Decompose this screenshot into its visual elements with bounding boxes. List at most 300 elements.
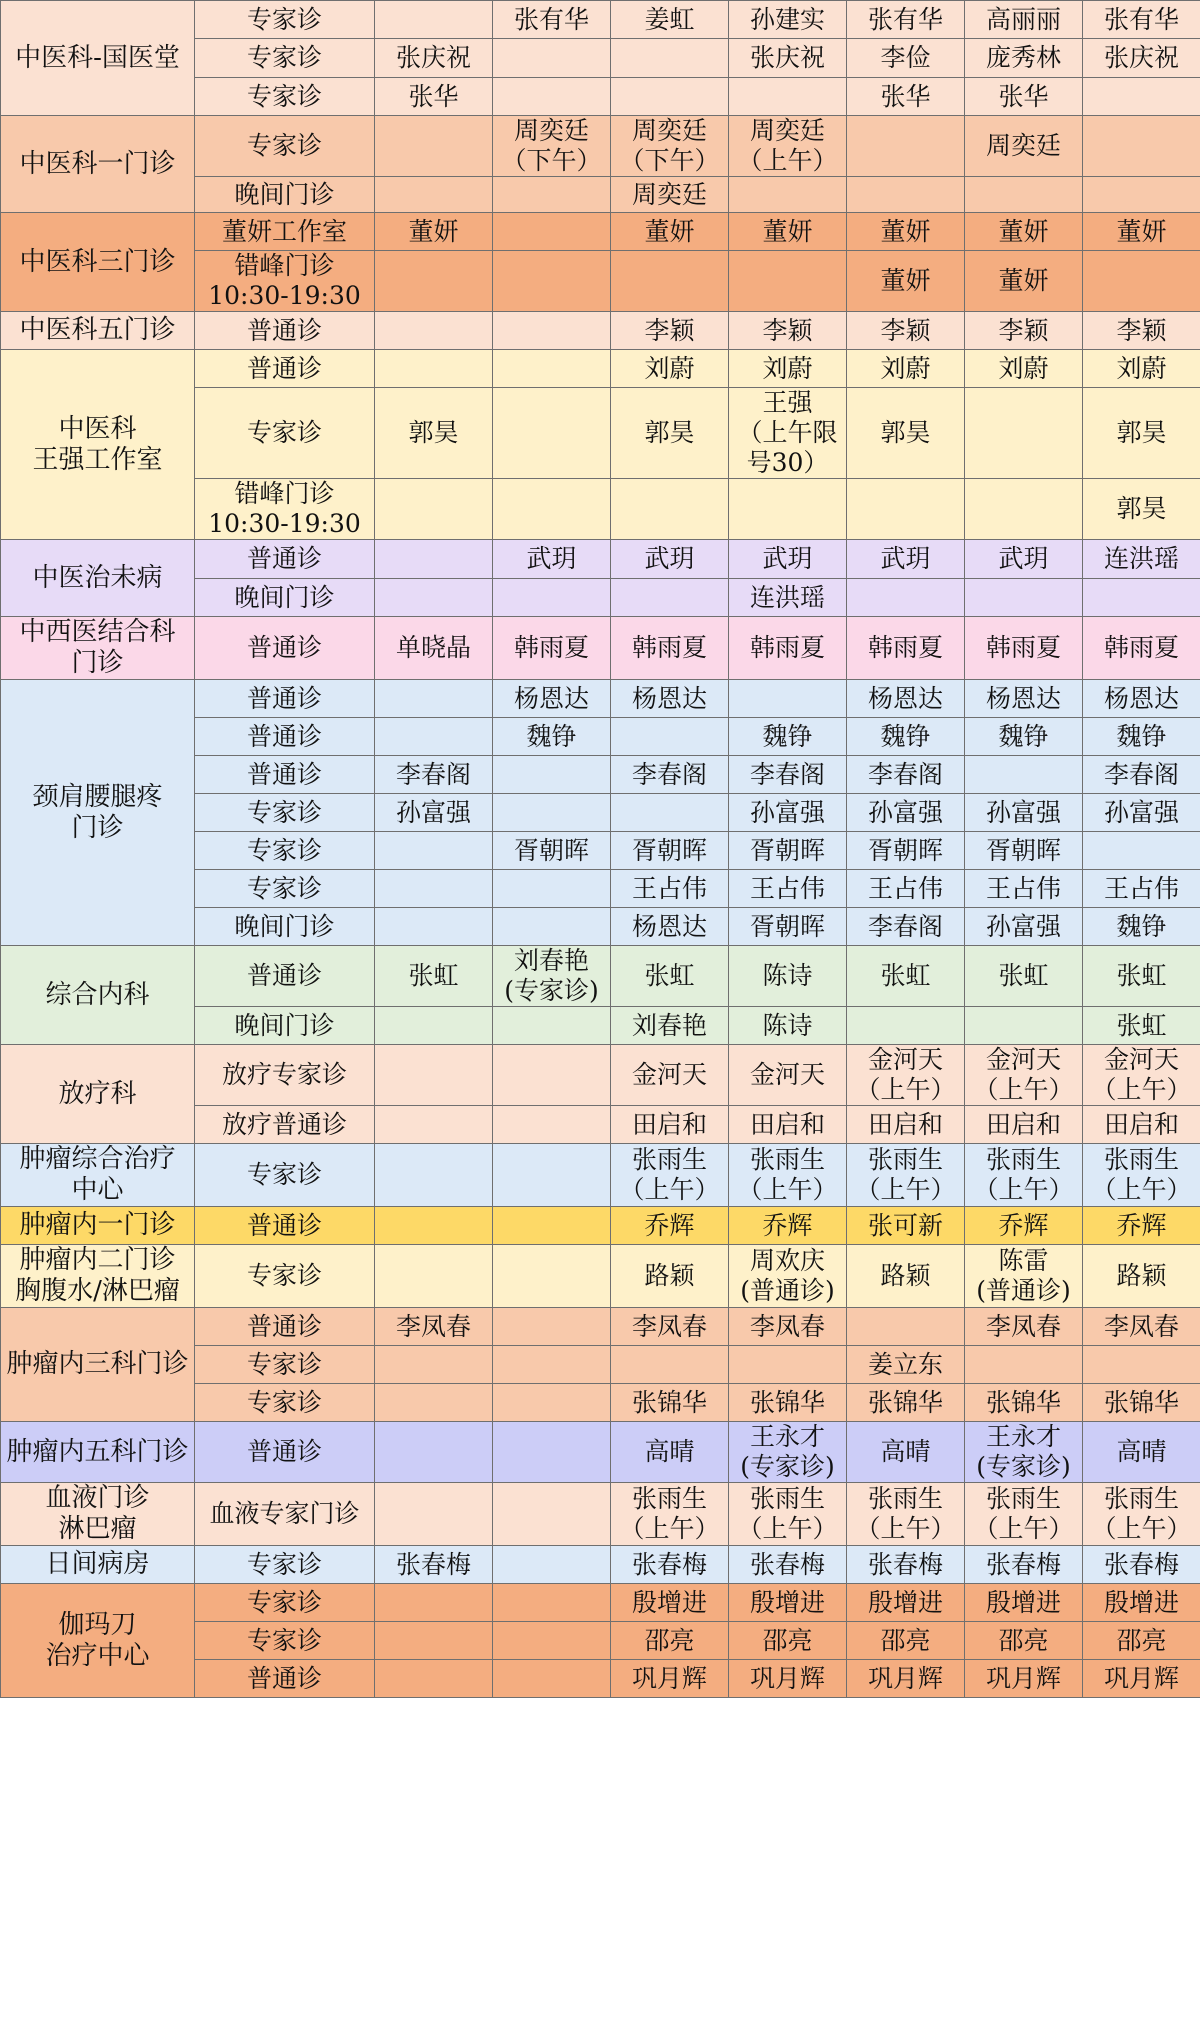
schedule-row bbox=[1, 1045, 1200, 1106]
department-name: 中医科三门诊 bbox=[1, 213, 195, 312]
doctor-cell: 张雨生 （上午） bbox=[1083, 1144, 1200, 1207]
doctor-cell: 韩雨夏 bbox=[611, 617, 729, 680]
doctor-cell: 郭昊 bbox=[847, 388, 965, 479]
doctor-cell: 张雨生 （上午） bbox=[965, 1144, 1083, 1207]
doctor-cell bbox=[375, 540, 493, 579]
schedule-row bbox=[1, 680, 1200, 718]
doctor-cell: 孙富强 bbox=[965, 908, 1083, 946]
clinic-type: 晚间门诊 bbox=[195, 177, 375, 213]
doctor-cell: 张锦华 bbox=[611, 1384, 729, 1422]
doctor-cell: 周奕廷 bbox=[611, 177, 729, 213]
doctor-cell: 王占伟 bbox=[729, 870, 847, 908]
schedule-row bbox=[1, 1483, 1200, 1546]
doctor-cell: 杨恩达 bbox=[611, 908, 729, 946]
clinic-type: 专家诊 bbox=[195, 1622, 375, 1660]
doctor-cell: 高丽丽 bbox=[965, 1, 1083, 39]
doctor-cell: 金河天 bbox=[611, 1045, 729, 1106]
doctor-cell: 单晓晶 bbox=[375, 617, 493, 680]
doctor-cell bbox=[493, 1384, 611, 1422]
doctor-cell: 杨恩达 bbox=[847, 680, 965, 718]
doctor-cell: 乔辉 bbox=[611, 1207, 729, 1245]
doctor-cell bbox=[493, 1483, 611, 1546]
doctor-cell bbox=[729, 177, 847, 213]
clinic-type: 专家诊 bbox=[195, 1144, 375, 1207]
doctor-cell bbox=[493, 1622, 611, 1660]
doctor-cell: 魏铮 bbox=[965, 718, 1083, 756]
doctor-cell bbox=[493, 479, 611, 540]
doctor-cell: 魏铮 bbox=[1083, 908, 1200, 946]
doctor-cell: 张虹 bbox=[1083, 946, 1200, 1007]
doctor-cell: 胥朝晖 bbox=[729, 832, 847, 870]
doctor-cell: 殷增进 bbox=[965, 1584, 1083, 1622]
doctor-cell: 刘春艳 bbox=[611, 1007, 729, 1045]
doctor-cell: 王占伟 bbox=[611, 870, 729, 908]
doctor-cell: 连洪瑶 bbox=[1083, 540, 1200, 579]
clinic-type: 普通诊 bbox=[195, 718, 375, 756]
doctor-cell: 董妍 bbox=[965, 251, 1083, 312]
doctor-cell: 刘蔚 bbox=[729, 350, 847, 388]
department-name: 中医科一门诊 bbox=[1, 116, 195, 213]
doctor-cell: 陈雷 (普通诊) bbox=[965, 1245, 1083, 1308]
doctor-cell bbox=[375, 718, 493, 756]
doctor-cell: 巩月辉 bbox=[847, 1660, 965, 1698]
doctor-cell: 张雨生 （上午） bbox=[847, 1483, 965, 1546]
doctor-cell: 路颖 bbox=[1083, 1245, 1200, 1308]
doctor-cell: 王占伟 bbox=[965, 870, 1083, 908]
doctor-cell: 巩月辉 bbox=[729, 1660, 847, 1698]
doctor-cell bbox=[375, 116, 493, 177]
doctor-cell: 张庆祝 bbox=[1083, 39, 1200, 78]
clinic-type: 专家诊 bbox=[195, 1546, 375, 1584]
doctor-cell: 武玥 bbox=[847, 540, 965, 579]
doctor-cell bbox=[847, 479, 965, 540]
doctor-cell: 姜立东 bbox=[847, 1346, 965, 1384]
doctor-cell: 李春阁 bbox=[847, 756, 965, 794]
doctor-cell: 周奕廷 （上午） bbox=[729, 116, 847, 177]
doctor-cell: 张春梅 bbox=[965, 1546, 1083, 1584]
doctor-cell: 田启和 bbox=[965, 1106, 1083, 1144]
doctor-cell: 李凤春 bbox=[611, 1308, 729, 1346]
doctor-cell: 田启和 bbox=[847, 1106, 965, 1144]
doctor-cell: 邵亮 bbox=[729, 1622, 847, 1660]
doctor-cell: 武玥 bbox=[965, 540, 1083, 579]
doctor-cell: 张春梅 bbox=[1083, 1546, 1200, 1584]
doctor-cell: 殷增进 bbox=[1083, 1584, 1200, 1622]
doctor-cell: 刘蔚 bbox=[611, 350, 729, 388]
doctor-cell bbox=[1083, 78, 1200, 116]
doctor-cell bbox=[965, 756, 1083, 794]
doctor-cell: 王永才 (专家诊) bbox=[965, 1422, 1083, 1483]
clinic-type: 普通诊 bbox=[195, 1660, 375, 1698]
doctor-cell bbox=[375, 177, 493, 213]
doctor-cell bbox=[493, 312, 611, 350]
doctor-cell bbox=[375, 1144, 493, 1207]
doctor-cell bbox=[965, 1007, 1083, 1045]
doctor-cell bbox=[493, 870, 611, 908]
doctor-cell: 张华 bbox=[847, 78, 965, 116]
doctor-cell: 杨恩达 bbox=[611, 680, 729, 718]
doctor-cell bbox=[375, 1584, 493, 1622]
doctor-cell: 乔辉 bbox=[729, 1207, 847, 1245]
doctor-cell bbox=[375, 1660, 493, 1698]
doctor-cell: 胥朝晖 bbox=[611, 832, 729, 870]
clinic-type: 专家诊 bbox=[195, 1, 375, 39]
doctor-cell: 陈诗 bbox=[729, 946, 847, 1007]
doctor-cell: 金河天 bbox=[729, 1045, 847, 1106]
clinic-type: 错峰门诊 10:30-19:30 bbox=[195, 251, 375, 312]
doctor-cell: 邵亮 bbox=[1083, 1622, 1200, 1660]
doctor-cell bbox=[375, 1207, 493, 1245]
doctor-cell: 张华 bbox=[965, 78, 1083, 116]
doctor-cell: 李春阁 bbox=[611, 756, 729, 794]
schedule-row bbox=[1, 1245, 1200, 1308]
department-name: 中医科 王强工作室 bbox=[1, 350, 195, 540]
doctor-cell: 刘蔚 bbox=[847, 350, 965, 388]
doctor-cell: 胥朝晖 bbox=[729, 908, 847, 946]
clinic-type: 普通诊 bbox=[195, 680, 375, 718]
doctor-cell: 巩月辉 bbox=[611, 1660, 729, 1698]
department-name: 肿瘤内二门诊 胸腹水/淋巴瘤 bbox=[1, 1245, 195, 1308]
schedule-row bbox=[1, 213, 1200, 251]
doctor-cell: 刘蔚 bbox=[965, 350, 1083, 388]
doctor-cell: 王强 （上午限 号30） bbox=[729, 388, 847, 479]
doctor-cell: 董妍 bbox=[729, 213, 847, 251]
doctor-cell bbox=[1083, 177, 1200, 213]
doctor-cell bbox=[611, 39, 729, 78]
doctor-cell bbox=[965, 579, 1083, 617]
schedule-row bbox=[1, 116, 1200, 177]
doctor-cell bbox=[493, 78, 611, 116]
doctor-cell bbox=[1083, 251, 1200, 312]
doctor-cell: 李俭 bbox=[847, 39, 965, 78]
doctor-cell: 张华 bbox=[375, 78, 493, 116]
doctor-cell bbox=[375, 350, 493, 388]
clinic-type: 专家诊 bbox=[195, 870, 375, 908]
clinic-type: 晚间门诊 bbox=[195, 579, 375, 617]
doctor-cell: 乔辉 bbox=[1083, 1207, 1200, 1245]
doctor-cell: 田启和 bbox=[729, 1106, 847, 1144]
doctor-cell: 田启和 bbox=[1083, 1106, 1200, 1144]
doctor-cell: 殷增进 bbox=[611, 1584, 729, 1622]
doctor-cell: 武玥 bbox=[611, 540, 729, 579]
doctor-cell bbox=[493, 1346, 611, 1384]
doctor-cell: 路颖 bbox=[611, 1245, 729, 1308]
schedule-row bbox=[1, 1, 1200, 39]
doctor-cell: 张虹 bbox=[847, 946, 965, 1007]
clinic-type: 普通诊 bbox=[195, 540, 375, 579]
doctor-cell bbox=[847, 1308, 965, 1346]
doctor-cell: 金河天 （上午） bbox=[1083, 1045, 1200, 1106]
clinic-type: 专家诊 bbox=[195, 78, 375, 116]
doctor-cell: 张有华 bbox=[847, 1, 965, 39]
doctor-cell bbox=[729, 1346, 847, 1384]
doctor-cell bbox=[493, 1546, 611, 1584]
doctor-cell bbox=[611, 579, 729, 617]
doctor-cell bbox=[375, 1622, 493, 1660]
doctor-cell: 周欢庆 (普通诊) bbox=[729, 1245, 847, 1308]
doctor-cell bbox=[493, 350, 611, 388]
doctor-cell: 魏铮 bbox=[1083, 718, 1200, 756]
doctor-cell: 郭昊 bbox=[611, 388, 729, 479]
doctor-cell: 张有华 bbox=[493, 1, 611, 39]
doctor-cell bbox=[611, 78, 729, 116]
doctor-cell: 魏铮 bbox=[729, 718, 847, 756]
clinic-type: 放疗专家诊 bbox=[195, 1045, 375, 1106]
doctor-cell bbox=[493, 39, 611, 78]
doctor-cell: 高晴 bbox=[847, 1422, 965, 1483]
doctor-cell bbox=[611, 479, 729, 540]
doctor-cell: 邵亮 bbox=[611, 1622, 729, 1660]
schedule-row bbox=[1, 1207, 1200, 1245]
doctor-cell bbox=[611, 251, 729, 312]
doctor-cell: 李凤春 bbox=[375, 1308, 493, 1346]
doctor-cell bbox=[493, 579, 611, 617]
doctor-cell: 孙富强 bbox=[1083, 794, 1200, 832]
doctor-cell: 庞秀林 bbox=[965, 39, 1083, 78]
doctor-cell bbox=[847, 579, 965, 617]
doctor-cell bbox=[493, 1007, 611, 1045]
doctor-cell: 董妍 bbox=[1083, 213, 1200, 251]
doctor-cell bbox=[375, 312, 493, 350]
doctor-cell bbox=[375, 908, 493, 946]
doctor-cell bbox=[965, 177, 1083, 213]
doctor-cell bbox=[375, 479, 493, 540]
doctor-cell bbox=[493, 1245, 611, 1308]
doctor-cell: 韩雨夏 bbox=[729, 617, 847, 680]
doctor-cell: 李春阁 bbox=[1083, 756, 1200, 794]
doctor-cell bbox=[375, 870, 493, 908]
doctor-cell: 胥朝晖 bbox=[965, 832, 1083, 870]
schedule-row bbox=[1, 617, 1200, 680]
clinic-type: 晚间门诊 bbox=[195, 908, 375, 946]
doctor-cell: 李凤春 bbox=[729, 1308, 847, 1346]
doctor-cell bbox=[847, 116, 965, 177]
doctor-cell bbox=[847, 1007, 965, 1045]
doctor-cell: 郭昊 bbox=[1083, 388, 1200, 479]
schedule-row bbox=[1, 1308, 1200, 1346]
doctor-cell: 李颖 bbox=[611, 312, 729, 350]
doctor-cell bbox=[493, 1045, 611, 1106]
doctor-cell bbox=[493, 1106, 611, 1144]
doctor-cell bbox=[729, 251, 847, 312]
doctor-cell: 张虹 bbox=[965, 946, 1083, 1007]
doctor-cell: 张虹 bbox=[1083, 1007, 1200, 1045]
doctor-cell: 孙富强 bbox=[375, 794, 493, 832]
doctor-cell: 高晴 bbox=[611, 1422, 729, 1483]
doctor-cell: 孙富强 bbox=[965, 794, 1083, 832]
clinic-type: 普通诊 bbox=[195, 1308, 375, 1346]
doctor-cell: 张锦华 bbox=[965, 1384, 1083, 1422]
doctor-cell: 张锦华 bbox=[1083, 1384, 1200, 1422]
doctor-cell: 杨恩达 bbox=[493, 680, 611, 718]
clinic-type: 专家诊 bbox=[195, 1584, 375, 1622]
doctor-cell: 张虹 bbox=[375, 946, 493, 1007]
clinic-type: 普通诊 bbox=[195, 946, 375, 1007]
doctor-cell: 张雨生 （上午） bbox=[965, 1483, 1083, 1546]
doctor-cell: 张春梅 bbox=[729, 1546, 847, 1584]
doctor-cell: 张锦华 bbox=[847, 1384, 965, 1422]
doctor-cell: 张庆祝 bbox=[375, 39, 493, 78]
department-name: 伽玛刀 治疗中心 bbox=[1, 1584, 195, 1698]
doctor-cell: 路颖 bbox=[847, 1245, 965, 1308]
schedule-row bbox=[1, 946, 1200, 1007]
doctor-cell: 张虹 bbox=[611, 946, 729, 1007]
clinic-type: 普通诊 bbox=[195, 350, 375, 388]
doctor-cell bbox=[375, 1007, 493, 1045]
doctor-cell: 周奕廷 （下午） bbox=[493, 116, 611, 177]
doctor-cell: 张雨生 （上午） bbox=[729, 1144, 847, 1207]
doctor-cell bbox=[729, 479, 847, 540]
schedule-row bbox=[1, 1144, 1200, 1207]
department-name: 综合内科 bbox=[1, 946, 195, 1045]
doctor-cell: 李颖 bbox=[729, 312, 847, 350]
doctor-cell bbox=[375, 579, 493, 617]
doctor-cell: 殷增进 bbox=[847, 1584, 965, 1622]
doctor-cell bbox=[965, 479, 1083, 540]
doctor-cell bbox=[1083, 579, 1200, 617]
doctor-cell bbox=[493, 1144, 611, 1207]
department-name: 颈肩腰腿疼 门诊 bbox=[1, 680, 195, 946]
clinic-type: 专家诊 bbox=[195, 1245, 375, 1308]
schedule-row bbox=[1, 540, 1200, 579]
clinic-type: 专家诊 bbox=[195, 1346, 375, 1384]
department-name: 中西医结合科 门诊 bbox=[1, 617, 195, 680]
doctor-cell: 殷增进 bbox=[729, 1584, 847, 1622]
doctor-cell bbox=[375, 1422, 493, 1483]
doctor-cell: 董妍 bbox=[375, 213, 493, 251]
doctor-cell bbox=[965, 1346, 1083, 1384]
department-name: 肿瘤内五科门诊 bbox=[1, 1422, 195, 1483]
clinic-type: 专家诊 bbox=[195, 1384, 375, 1422]
department-name: 肿瘤综合治疗 中心 bbox=[1, 1144, 195, 1207]
doctor-cell bbox=[493, 1660, 611, 1698]
doctor-cell: 王占伟 bbox=[1083, 870, 1200, 908]
doctor-cell: 孙富强 bbox=[729, 794, 847, 832]
doctor-cell: 周奕廷 （下午） bbox=[611, 116, 729, 177]
doctor-cell: 乔辉 bbox=[965, 1207, 1083, 1245]
clinic-type: 普通诊 bbox=[195, 617, 375, 680]
doctor-cell bbox=[729, 78, 847, 116]
doctor-cell: 田启和 bbox=[611, 1106, 729, 1144]
doctor-cell: 张可新 bbox=[847, 1207, 965, 1245]
doctor-cell: 魏铮 bbox=[493, 718, 611, 756]
schedule-row bbox=[1, 350, 1200, 388]
doctor-cell: 邵亮 bbox=[847, 1622, 965, 1660]
clinic-type: 晚间门诊 bbox=[195, 1007, 375, 1045]
doctor-cell: 李春阁 bbox=[375, 756, 493, 794]
department-name: 肿瘤内三科门诊 bbox=[1, 1308, 195, 1422]
doctor-cell bbox=[847, 177, 965, 213]
doctor-cell bbox=[493, 794, 611, 832]
clinic-type: 普通诊 bbox=[195, 312, 375, 350]
doctor-cell bbox=[375, 1045, 493, 1106]
doctor-cell: 巩月辉 bbox=[1083, 1660, 1200, 1698]
doctor-cell: 韩雨夏 bbox=[965, 617, 1083, 680]
doctor-cell: 张有华 bbox=[1083, 1, 1200, 39]
doctor-cell: 韩雨夏 bbox=[1083, 617, 1200, 680]
doctor-cell: 郭昊 bbox=[1083, 479, 1200, 540]
clinic-type: 普通诊 bbox=[195, 756, 375, 794]
doctor-cell: 武玥 bbox=[493, 540, 611, 579]
doctor-cell: 李春阁 bbox=[729, 756, 847, 794]
doctor-cell bbox=[1083, 116, 1200, 177]
doctor-cell: 魏铮 bbox=[847, 718, 965, 756]
doctor-cell: 李凤春 bbox=[1083, 1308, 1200, 1346]
doctor-cell: 韩雨夏 bbox=[493, 617, 611, 680]
department-name: 中医治未病 bbox=[1, 540, 195, 617]
doctor-cell bbox=[493, 908, 611, 946]
doctor-cell: 王永才 (专家诊) bbox=[729, 1422, 847, 1483]
doctor-cell: 连洪瑶 bbox=[729, 579, 847, 617]
doctor-cell bbox=[493, 251, 611, 312]
doctor-cell bbox=[1083, 832, 1200, 870]
doctor-cell bbox=[965, 388, 1083, 479]
doctor-cell bbox=[375, 1483, 493, 1546]
doctor-cell bbox=[611, 1346, 729, 1384]
doctor-cell: 杨恩达 bbox=[1083, 680, 1200, 718]
doctor-cell bbox=[375, 1245, 493, 1308]
doctor-cell: 郭昊 bbox=[375, 388, 493, 479]
doctor-cell: 刘蔚 bbox=[1083, 350, 1200, 388]
clinic-type: 放疗普通诊 bbox=[195, 1106, 375, 1144]
clinic-type: 董妍工作室 bbox=[195, 213, 375, 251]
doctor-cell: 王占伟 bbox=[847, 870, 965, 908]
doctor-cell: 董妍 bbox=[965, 213, 1083, 251]
doctor-cell: 孙富强 bbox=[847, 794, 965, 832]
clinic-type: 专家诊 bbox=[195, 39, 375, 78]
schedule-row bbox=[1, 1546, 1200, 1584]
doctor-cell bbox=[375, 680, 493, 718]
doctor-cell: 张春梅 bbox=[847, 1546, 965, 1584]
doctor-cell bbox=[493, 1308, 611, 1346]
clinic-type: 专家诊 bbox=[195, 388, 375, 479]
clinic-type: 专家诊 bbox=[195, 116, 375, 177]
doctor-cell: 胥朝晖 bbox=[493, 832, 611, 870]
doctor-cell: 杨恩达 bbox=[965, 680, 1083, 718]
doctor-cell bbox=[1083, 1346, 1200, 1384]
doctor-cell bbox=[375, 832, 493, 870]
department-name: 放疗科 bbox=[1, 1045, 195, 1144]
doctor-cell: 韩雨夏 bbox=[847, 617, 965, 680]
doctor-cell bbox=[375, 251, 493, 312]
doctor-cell: 金河天 （上午） bbox=[965, 1045, 1083, 1106]
clinic-type: 普通诊 bbox=[195, 1422, 375, 1483]
doctor-cell: 张春梅 bbox=[375, 1546, 493, 1584]
schedule-body bbox=[1, 1, 1200, 1698]
schedule-row bbox=[1, 1422, 1200, 1483]
doctor-cell: 刘春艳 (专家诊) bbox=[493, 946, 611, 1007]
doctor-cell: 张雨生 （上午） bbox=[611, 1483, 729, 1546]
doctor-cell: 张雨生 （上午） bbox=[847, 1144, 965, 1207]
doctor-cell: 李颖 bbox=[965, 312, 1083, 350]
doctor-cell: 张雨生 （上午） bbox=[1083, 1483, 1200, 1546]
doctor-cell: 金河天 （上午） bbox=[847, 1045, 965, 1106]
doctor-cell bbox=[493, 1207, 611, 1245]
department-name: 中医科五门诊 bbox=[1, 312, 195, 350]
doctor-cell bbox=[611, 794, 729, 832]
schedule-row bbox=[1, 1584, 1200, 1622]
doctor-cell: 董妍 bbox=[847, 251, 965, 312]
doctor-cell: 李颖 bbox=[1083, 312, 1200, 350]
doctor-cell: 邵亮 bbox=[965, 1622, 1083, 1660]
doctor-cell: 李春阁 bbox=[847, 908, 965, 946]
doctor-cell bbox=[493, 388, 611, 479]
department-name: 中医科-国医堂 bbox=[1, 1, 195, 116]
doctor-cell bbox=[611, 718, 729, 756]
doctor-cell: 孙建实 bbox=[729, 1, 847, 39]
doctor-cell: 周奕廷 bbox=[965, 116, 1083, 177]
doctor-cell bbox=[493, 1584, 611, 1622]
